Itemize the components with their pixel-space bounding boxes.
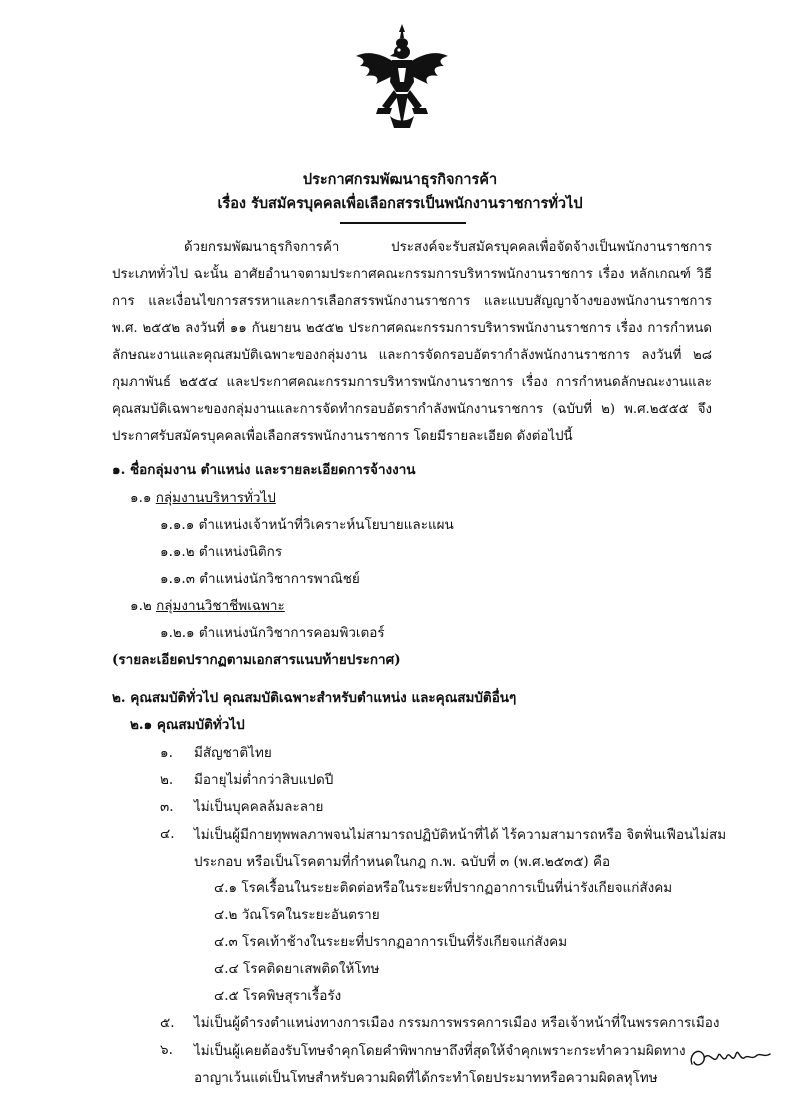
disease-item: ๔.๔ โรคติดยาเสพติดให้โทษ xyxy=(214,961,380,977)
item-text: ไม่เป็นผู้เคยต้องรับโทษจำคุกโดยคำพิพากษาถึงที่สุดให้จำคุกเพราะกระทำความผิดทางอาญาเว้นแต่เป็นโทษสำหรับความผิดที่ได้กระทำโดยประมาทหรือความผิดลหุโทษ xyxy=(194,1043,686,1086)
position-item: ๑.๑.๑ ตำแหน่งเจ้าหน้าที่วิเคราะห์นโยบายและแผน xyxy=(160,517,454,533)
section2-heading: ๒. คุณสมบัติทั่วไป คุณสมบัติเฉพาะสำหรับตำแหน่ง และคุณสมบัติอื่นๆ xyxy=(112,690,517,706)
announcement-subject: เรื่อง รับสมัครบุคคลเพื่อเลือกสรรเป็นพนักงานราชการทั่วไป xyxy=(217,195,583,212)
item-number: ๔. xyxy=(160,826,175,842)
title-divider xyxy=(340,222,466,224)
qualification-item xyxy=(160,768,333,790)
item-number: ๒. xyxy=(160,772,174,788)
group2-name: กลุ่มงานวิชาชีพเฉพาะ xyxy=(156,598,285,614)
qualification-item xyxy=(160,822,734,876)
disease-item: ๔.๑ โรคเรื้อนในระยะติดต่อหรือในระยะที่ปรากฏอาการเป็นที่น่ารังเกียจแก่สังคม xyxy=(214,880,673,896)
item-number: ๓. xyxy=(160,799,174,815)
item-text: ไม่เป็นผู้ดำรงตำแหน่งทางการเมือง กรรมการพรรคการเมือง หรือเจ้าหน้าที่ในพรรคการเมือง xyxy=(194,1015,720,1031)
item-number: ๖. xyxy=(160,1042,173,1058)
qualification-item xyxy=(160,1038,714,1092)
position-item: ๑.๒.๑ ตำแหน่งนักวิชาการคอมพิวเตอร์ xyxy=(160,625,385,641)
announcement-title: ประกาศกรมพัฒนาธุรกิจการค้า xyxy=(302,171,498,188)
qualification-item xyxy=(160,795,323,817)
item-number: ๕. xyxy=(160,1015,175,1031)
group1-number: ๑.๑ xyxy=(130,490,152,506)
item-text: ไม่เป็นผู้มีกายทุพพลภาพจนไม่สามารถปฏิบัติหน้าที่ได้ ไร้ความสามารถหรือ จิตฟั่นเฟือนไม่สมประกอบ หรือเป็นโรคตามที่กำหนดในกฎ ก.พ. ฉบับที่ ๓ (พ.ศ.๒๕๓๕) คือ xyxy=(194,827,727,870)
disease-item: ๔.๕ โรคพิษสุราเรื้อรัง xyxy=(214,988,342,1004)
qualification-item xyxy=(160,741,272,763)
position-item: ๑.๑.๒ ตำแหน่งนิติกร xyxy=(160,544,283,560)
disease-item: ๔.๓ โรคเท้าช้างในระยะที่ปรากฏอาการเป็นที่รังเกียจแก่สังคม xyxy=(214,934,568,950)
intro-paragraph xyxy=(112,234,712,450)
handwritten-signature xyxy=(686,1036,776,1076)
qualification-item xyxy=(160,1011,720,1033)
section2-subheading: ๒.๑ คุณสมบัติทั่วไป xyxy=(130,717,245,733)
item-text: ไม่เป็นบุคคลล้มละลาย xyxy=(194,799,324,815)
item-text: มีสัญชาติไทย xyxy=(194,745,272,761)
position-item: ๑.๑.๓ ตำแหน่งนักวิชาการพาณิชย์ xyxy=(160,571,360,587)
group1-name: กลุ่มงานบริหารทั่วไป xyxy=(155,490,276,506)
disease-item: ๔.๒ วัณโรคในระยะอันตราย xyxy=(214,907,380,923)
group2-number: ๑.๒ xyxy=(130,598,152,614)
group2-heading xyxy=(130,594,285,616)
garuda-emblem-icon xyxy=(352,22,452,134)
item-text: มีอายุไม่ต่ำกว่าสิบแปดปี xyxy=(194,772,334,788)
intro-text: ด้วยกรมพัฒนาธุรกิจการค้า ประสงค์จะรับสมัครบุคคลเพื่อจัดจ้างเป็นพนักงานราชการ ประเภททั่วไป ฉะนั้น อาศัยอำนาจตามประกาศคณะกรรมการบริหารพนักงานราชการ เรื่อง หลักเกณฑ์ วิธีการ และเงื่อนไขการสรรหาและการเลือกสรรพนักงานราชการ และแบบสัญญาจ้างของพนักงานราชการ พ.ศ. ๒๕๕๒ ลงวันที่ ๑๑ กันยายน ๒๕๕๒ ประกาศคณะกรรมการบริหารพนักงานราชการ เรื่อง การกำหนดลักษณะงานและคุณสมบัติเฉพาะของกลุ่มงาน และการจัดกรอบอัตรากำลังพนักงานราชการ ลงวันที่ ๒๘ กุมภาพันธ์ ๒๕๕๔ และประกาศคณะกรรมการบริหารพนักงานราชการ เรื่อง การกำหนดลักษณะงานและคุณสมบัติเฉพาะของกลุ่มงานและการจัดทำกรอบอัตรากำลังพนักงานราชการ (ฉบับที่ ๒) พ.ศ.๒๕๕๕ จึงประกาศรับสมัครบุคคลเพื่อเลือกสรรพนักงานราชการ โดยมีรายละเอียด ดังต่อไปนี้ xyxy=(112,240,712,444)
attachment-note: (รายละเอียดปรากฏตามเอกสารแนบท้ายประกาศ) xyxy=(112,652,401,668)
item-number: ๑. xyxy=(160,745,173,761)
group1-heading xyxy=(130,486,276,508)
section1-heading: ๑. ชื่อกลุ่มงาน ตำแหน่ง และรายละเอียดการจ้างงาน xyxy=(112,462,416,478)
